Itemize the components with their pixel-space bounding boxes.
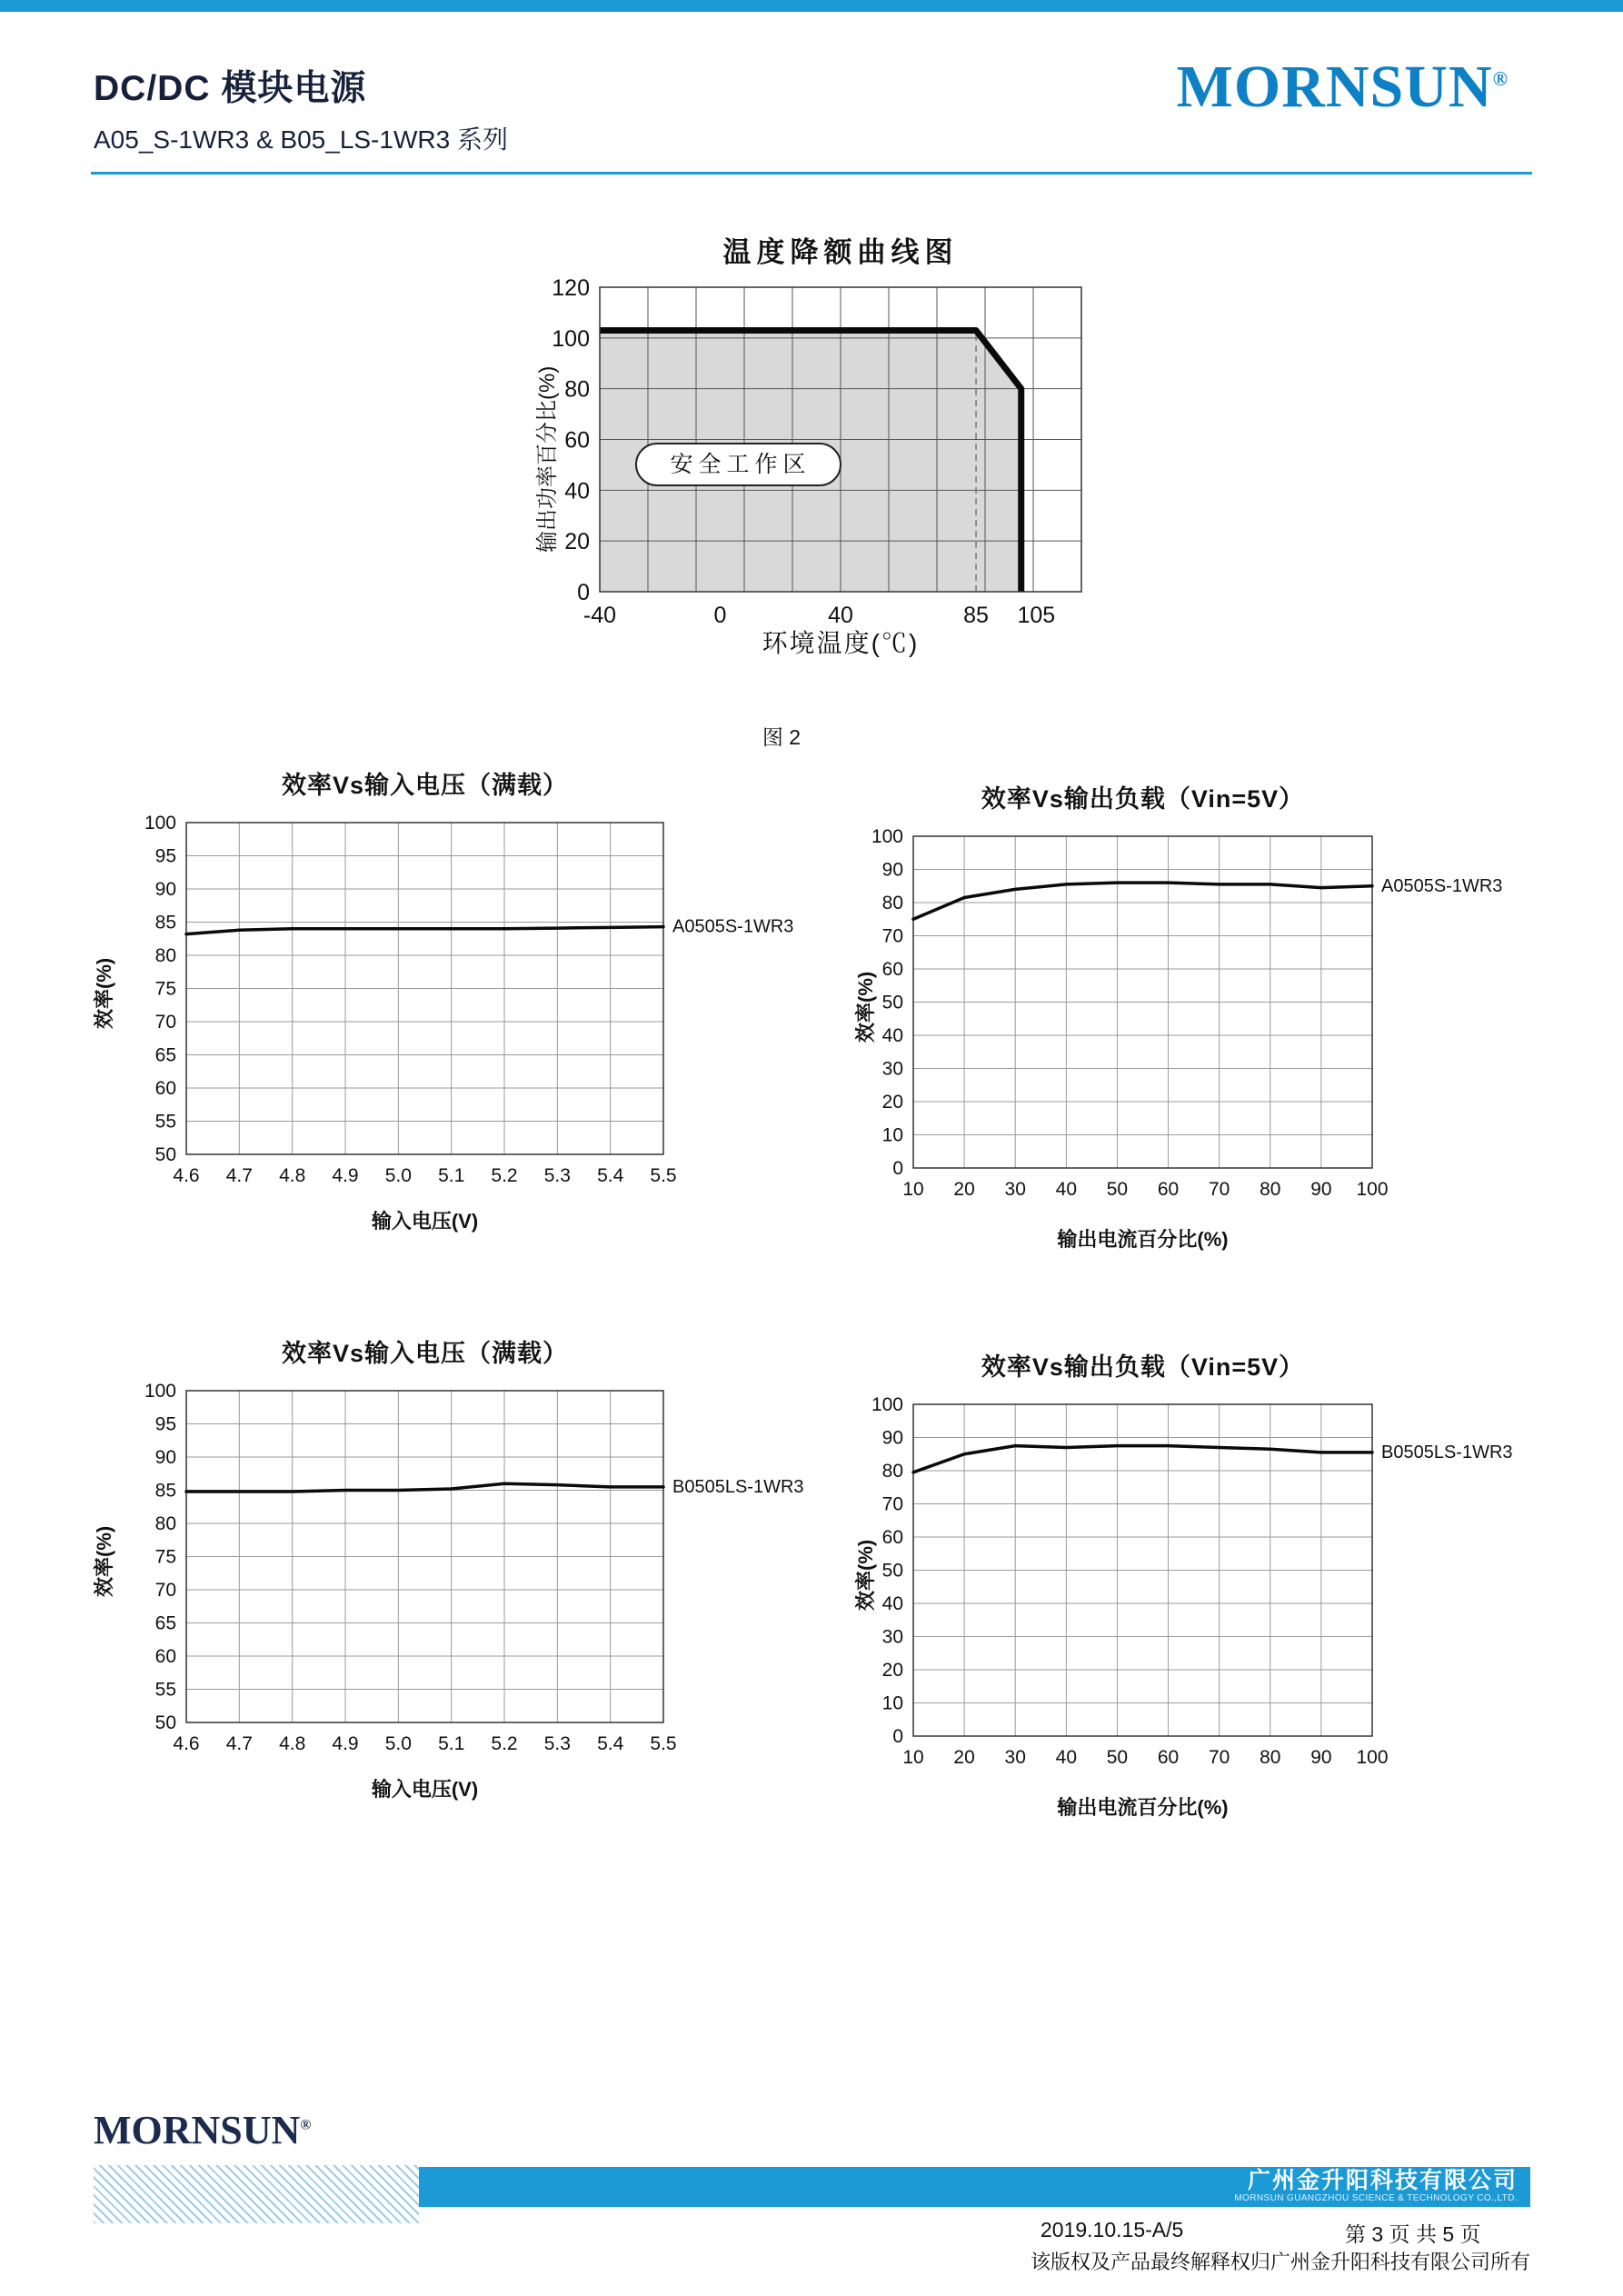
svg-text:5.2: 5.2 [491,1165,518,1186]
svg-text:4.6: 4.6 [173,1165,200,1186]
svg-text:100: 100 [1356,1747,1389,1768]
svg-text:0: 0 [892,1726,903,1747]
svg-text:100: 100 [144,813,176,834]
svg-text:4.9: 4.9 [332,1165,359,1186]
chart-title: 效率Vs输入电压（满载） [281,1340,569,1367]
svg-text:40: 40 [881,1025,903,1046]
svg-text:60: 60 [881,959,903,980]
svg-text:A0505S-1WR3: A0505S-1WR3 [672,916,794,937]
svg-text:85: 85 [154,1480,176,1502]
svg-text:-40: -40 [582,603,617,628]
figure-caption: 图 2 [762,725,802,749]
svg-text:50: 50 [881,992,903,1013]
svg-text:0: 0 [577,580,590,605]
mornsun-logo [1177,53,1508,122]
footer-mornsun-logo [94,2107,311,2153]
svg-text:10: 10 [881,1692,903,1714]
svg-text:30: 30 [1004,1179,1026,1200]
chart-eff-vs-vin-a0505s [82,764,845,1259]
svg-text:40: 40 [881,1593,903,1614]
doc-date-version: 2019.10.15-A/5 [1041,2218,1184,2241]
registered-mark: ® [1492,67,1508,90]
x-axis-label: 输出电流百分比(%) [1057,1796,1229,1819]
svg-text:95: 95 [154,845,176,867]
svg-text:95: 95 [154,1413,176,1435]
svg-text:65: 65 [154,1612,176,1634]
derating-x-axis-label: 环境温度(℃) [762,629,920,657]
svg-text:20: 20 [953,1747,975,1768]
svg-text:70: 70 [1208,1747,1230,1768]
svg-text:4.8: 4.8 [279,1733,306,1754]
line-plot [109,804,836,1195]
svg-text:90: 90 [1310,1747,1332,1768]
footer-hatch-pattern [94,2165,419,2223]
svg-text:5.4: 5.4 [597,1165,624,1186]
svg-text:80: 80 [154,1513,176,1534]
y-axis-label: 效率(%) [93,957,115,1029]
svg-text:20: 20 [881,1092,903,1113]
svg-text:65: 65 [154,1044,176,1066]
svg-text:60: 60 [154,1646,176,1667]
svg-text:50: 50 [154,1144,176,1165]
svg-text:B0505LS-1WR3: B0505LS-1WR3 [672,1476,804,1497]
svg-text:10: 10 [881,1124,903,1146]
svg-text:4.7: 4.7 [225,1165,253,1186]
svg-text:20: 20 [953,1179,975,1200]
header-divider [91,172,1532,175]
svg-text:5.0: 5.0 [384,1733,412,1754]
footer-registered-mark: ® [300,2117,312,2133]
company-name-en: MORNSUN GUANGZHOU SCIENCE & TECHNOLOGY CO.,LTD. [1234,2193,1518,2203]
svg-text:5.1: 5.1 [438,1733,465,1754]
svg-text:60: 60 [1157,1179,1180,1200]
x-axis-label: 输入电压(V) [371,1210,479,1233]
derating-plot [545,278,1145,642]
svg-text:80: 80 [1260,1747,1281,1768]
svg-text:5.2: 5.2 [491,1733,518,1754]
derating-y-axis-label: 输出功率百分比(%) [535,365,560,553]
svg-text:60: 60 [154,1078,176,1099]
svg-text:80: 80 [564,376,590,403]
svg-text:50: 50 [1106,1747,1129,1768]
footer-mornsun-logo-text: MORNSUN [94,2108,301,2152]
svg-text:10: 10 [902,1179,924,1200]
line-plot [836,1386,1563,1777]
derating-chart [509,225,1218,698]
line-plot [109,1373,836,1763]
svg-text:5.5: 5.5 [650,1165,677,1186]
svg-text:5.5: 5.5 [650,1733,677,1754]
svg-text:30: 30 [881,1058,903,1080]
svg-text:5.0: 5.0 [384,1165,412,1186]
svg-text:50: 50 [881,1560,903,1582]
svg-text:70: 70 [881,1493,903,1515]
svg-text:100: 100 [552,325,590,352]
svg-text:90: 90 [154,879,176,900]
svg-text:40: 40 [1055,1179,1078,1200]
svg-text:50: 50 [1106,1179,1129,1200]
svg-text:B0505LS-1WR3: B0505LS-1WR3 [1381,1442,1513,1462]
chart-title: 效率Vs输出负载（Vin=5V） [981,785,1305,813]
svg-text:90: 90 [1310,1179,1332,1200]
svg-text:100: 100 [144,1381,176,1402]
x-axis-label: 输出电流百分比(%) [1057,1228,1229,1251]
y-axis-label: 效率(%) [854,1539,877,1611]
y-axis-label: 效率(%) [854,971,877,1043]
svg-text:105: 105 [1017,603,1056,628]
svg-text:70: 70 [154,1580,176,1601]
top-accent-bar [0,0,1623,12]
svg-text:5.3: 5.3 [543,1165,571,1186]
svg-text:40: 40 [1055,1747,1078,1768]
svg-text:90: 90 [154,1447,176,1468]
svg-text:80: 80 [881,1461,903,1482]
svg-text:40: 40 [828,603,853,628]
svg-text:75: 75 [154,1546,176,1568]
svg-text:70: 70 [154,1012,176,1033]
chart-title: 效率Vs输出负载（Vin=5V） [981,1353,1305,1381]
copyright-notice: 该版权及产品最终解释权归广州金升阳科技有限公司所有 [1030,2251,1530,2273]
svg-text:60: 60 [881,1527,903,1548]
svg-text:50: 50 [154,1712,176,1733]
svg-text:70: 70 [1208,1179,1230,1200]
svg-text:85: 85 [154,912,176,933]
svg-text:4.7: 4.7 [225,1733,253,1754]
svg-text:安全工作区: 安全工作区 [670,452,812,477]
svg-text:100: 100 [1356,1179,1389,1200]
page-title: DC/DC 模块电源 [94,69,367,108]
chart-title: 效率Vs输入电压（满载） [281,772,569,799]
svg-text:20: 20 [564,529,590,555]
svg-text:5.3: 5.3 [543,1733,571,1754]
svg-text:5.4: 5.4 [597,1733,624,1754]
svg-text:80: 80 [1260,1179,1281,1200]
chart-eff-vs-vin-b0505ls [82,1332,845,1827]
x-axis-label: 输入电压(V) [371,1778,479,1801]
svg-text:4.9: 4.9 [332,1733,359,1754]
series-subtitle: A05_S-1WR3 & B05_LS-1WR3 系列 [94,125,508,154]
svg-text:0: 0 [892,1158,903,1179]
svg-text:120: 120 [552,278,590,301]
svg-text:75: 75 [154,978,176,1000]
mornsun-logo-text: MORNSUN [1176,54,1493,120]
line-plot [836,818,1563,1209]
svg-text:4.6: 4.6 [173,1733,200,1754]
svg-text:55: 55 [154,1111,176,1133]
svg-text:80: 80 [154,945,176,966]
footer-company-bar [419,2167,1530,2207]
chart-eff-vs-load-b0505ls [809,1345,1572,1841]
svg-text:100: 100 [871,826,903,847]
svg-text:90: 90 [881,1427,903,1449]
svg-text:60: 60 [1157,1747,1180,1768]
svg-text:4.8: 4.8 [279,1165,306,1186]
page-number: 第 3 页 共 5 页 [1345,2222,1481,2246]
svg-text:70: 70 [881,925,903,947]
svg-text:55: 55 [154,1679,176,1701]
svg-text:5.1: 5.1 [438,1165,465,1186]
svg-text:20: 20 [881,1660,903,1681]
company-name-cn: 广州金升阳科技有限公司 [1247,2168,1518,2193]
svg-text:60: 60 [564,427,590,454]
svg-text:30: 30 [881,1626,903,1648]
svg-text:80: 80 [881,893,903,913]
chart-eff-vs-load-a0505s [809,777,1572,1273]
svg-text:40: 40 [564,478,590,504]
y-axis-label: 效率(%) [93,1525,115,1597]
svg-text:0: 0 [713,603,727,628]
derating-chart-title: 温度降额曲线图 [722,236,959,268]
svg-text:85: 85 [963,603,989,628]
svg-text:A0505S-1WR3: A0505S-1WR3 [1381,875,1503,896]
svg-text:30: 30 [1004,1747,1026,1768]
svg-text:10: 10 [902,1747,924,1768]
svg-text:90: 90 [881,859,903,881]
svg-text:100: 100 [871,1394,903,1415]
